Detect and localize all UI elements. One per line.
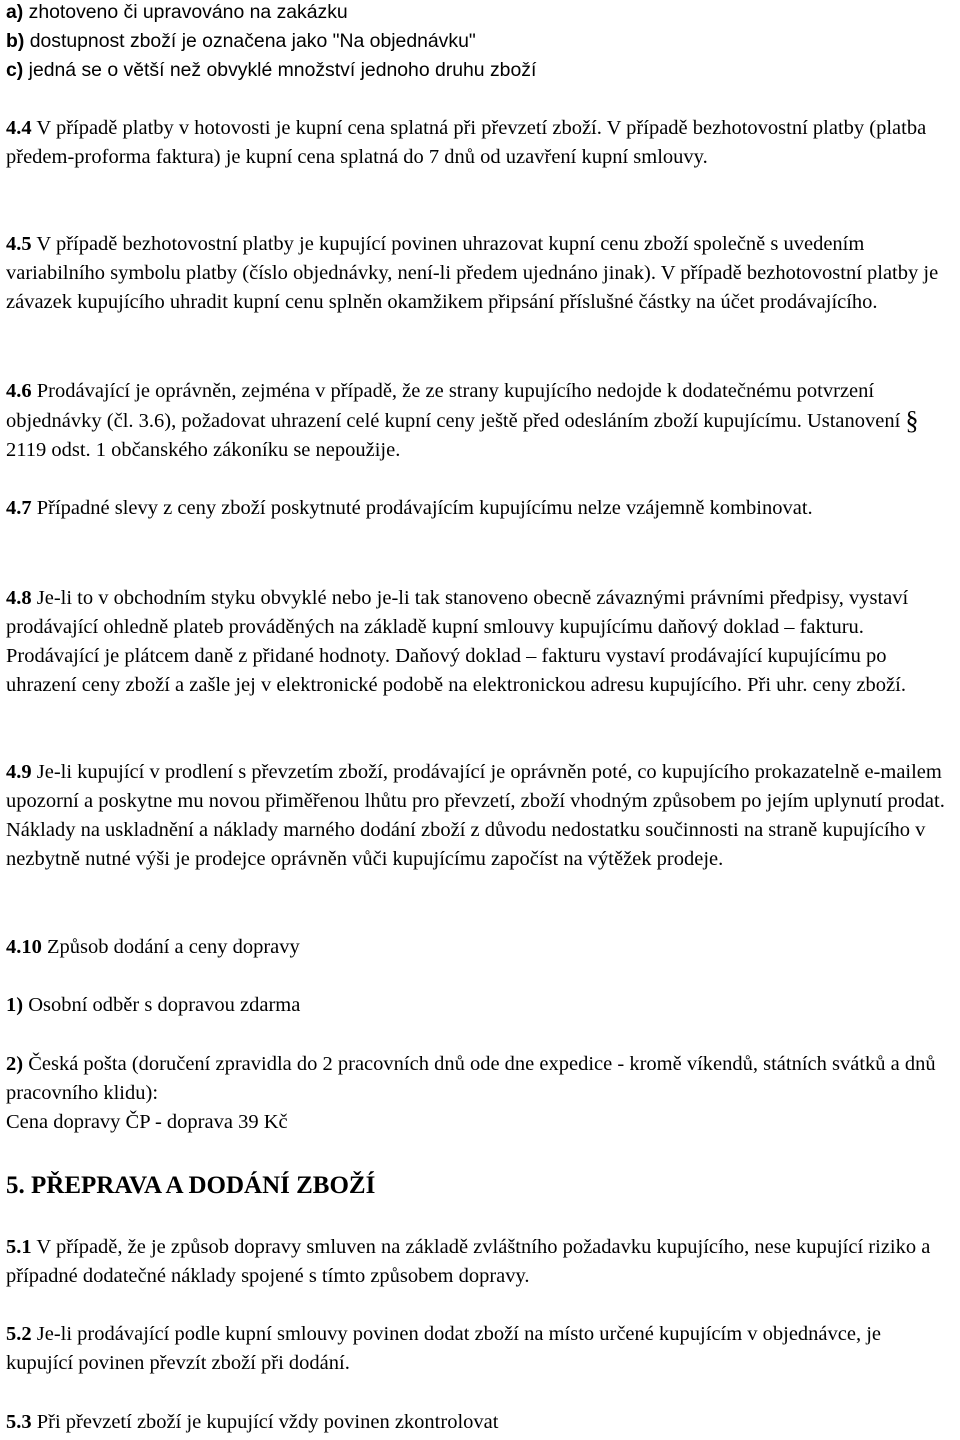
section-5-2	[6, 1320, 952, 1378]
section-number: 4.10	[6, 936, 42, 958]
option-number: 2)	[6, 1053, 24, 1075]
section-4-5	[6, 230, 952, 317]
section-text: Způsob dodání a ceny dopravy	[41, 936, 300, 958]
section-text: Je-li to v obchodním styku obvyklé nebo je-li tak stanoveno obecně závaznými právními předpisy, vystaví prodávající ohledně plateb prováděných na základě kupní smlouvy kupujícímu daňový doklad – fakturu. Prodávající je plátcem daně z přidané hodnoty. Daňový doklad – fakturu vystaví prodávající kupujícímu po uhrazení ceny zboží a zašle jej v elektronické podobě na elektronickou adresu kupujícího. Při uhr. ceny zboží.	[6, 587, 909, 696]
section-number: 4.5	[6, 233, 32, 255]
option-text: Česká pošta (doručení zpravidla do 2 pracovních dnů ode dne expedice - kromě víkendů, státních svátků a dnů pracovního klidu):	[6, 1053, 936, 1104]
section-heading-5: 5. PŘEPRAVA A DODÁNÍ ZBOŽÍ	[6, 1172, 376, 1199]
section-number: 4.8	[6, 587, 32, 609]
option-text: Osobní odběr s dopravou zdarma	[23, 994, 301, 1016]
option-number: 1)	[6, 994, 24, 1016]
section-number: 5.3	[6, 1411, 32, 1433]
section-number: 4.4	[6, 117, 32, 139]
section-text: Případné slevy z ceny zboží poskytnuté prodávajícím kupujícímu nelze vzájemně kombinovat.	[31, 497, 813, 519]
section-number: 5.1	[6, 1236, 32, 1258]
section-number: 4.7	[6, 497, 32, 519]
list-item-b	[6, 27, 952, 56]
list-letter-c: c)	[6, 59, 24, 81]
section-text-after: 2119 odst. 1 občanského zákoníku se nepoužije.	[6, 439, 401, 461]
section-text: Prodávající je oprávněn, zejména v případě, že ze strany kupujícího nedojde k dodatečnému potvrzení objednávky (čl. 3.6), požadovat uhrazení celé kupní ceny ještě před odesláním zboží kupujícímu. Ustanovení	[6, 380, 906, 432]
section-text: Je-li prodávající podle kupní smlouvy povinen dodat zboží na místo určené kupujícím v objednávce, je kupující povinen převzít zboží při dodání.	[6, 1323, 882, 1374]
section-5-3	[6, 1408, 952, 1437]
section-4-9	[6, 758, 952, 874]
list-text-c: jedná se o větší než obvyklé množství jednoho druhu zboží	[23, 59, 537, 81]
section-4-8	[6, 584, 952, 700]
delivery-option-2	[6, 1050, 952, 1137]
section-text: V případě bezhotovostní platby je kupující povinen uhrazovat kupní cenu zboží společně s uvedením variabilního symbolu platby (číslo objednávky, není-li předem ujednáno jinak).	[6, 233, 865, 284]
delivery-price: Cena dopravy ČP - doprava 39 Kč	[6, 1111, 288, 1133]
section-number: 5.2	[6, 1323, 32, 1345]
list-letter-b: b)	[6, 30, 25, 52]
list-item-c	[6, 56, 952, 85]
section-4-7	[6, 494, 952, 523]
section-number: 4.9	[6, 761, 32, 783]
section-text: V případě platby v hotovosti je kupní cena splatná při převzetí zboží. V případě bezhotovostní platby (platba předem-proforma faktura) je kupní cena splatná do 7 dnů od uzavření kupní smlouvy.	[6, 117, 927, 168]
section-4-6	[6, 377, 952, 465]
list-letter-a: a)	[6, 1, 24, 23]
section-4-4	[6, 114, 952, 172]
section-4-10	[6, 933, 952, 962]
section-number: 4.6	[6, 380, 32, 402]
section-5-1	[6, 1233, 952, 1291]
list-text-b: dostupnost zboží je označena jako "Na objednávku"	[24, 30, 476, 52]
list-text-a: zhotoveno či upravováno na zakázku	[23, 1, 348, 23]
list-item-a	[6, 0, 952, 27]
section-text: Při převzetí zboží je kupující vždy povinen zkontrolovat	[31, 1411, 499, 1433]
section-text: V případě, že je způsob dopravy smluven na základě zvláštního požadavku kupujícího, nese kupující riziko a případné dodatečné náklady spojené s tímto způsobem dopravy.	[6, 1236, 931, 1287]
paragraph-sign: §	[905, 406, 919, 435]
section-text-2: V případě bezhotovostní platby je závazek kupujícího uhradit kupní cenu splněn okamžikem připsání příslušné částky na účet prodávajícího.	[6, 262, 939, 313]
section-text: Je-li kupující v prodlení s převzetím zboží, prodávající je oprávněn poté, co kupujícího prokazatelně e-mailem upozorní a poskytne mu novou přiměřenou lhůtu pro převzetí, zboží vhodným způsobem po jejím uplynutí prodat. Náklady na uskladnění a náklady marného dodání zboží z důvodu nedostatku součinnosti na straně kupujícího v nezbytně nutné výši je prodejce oprávněn vůči kupujícímu započíst na výtěžek prodeje.	[6, 761, 945, 870]
delivery-option-1	[6, 991, 952, 1020]
